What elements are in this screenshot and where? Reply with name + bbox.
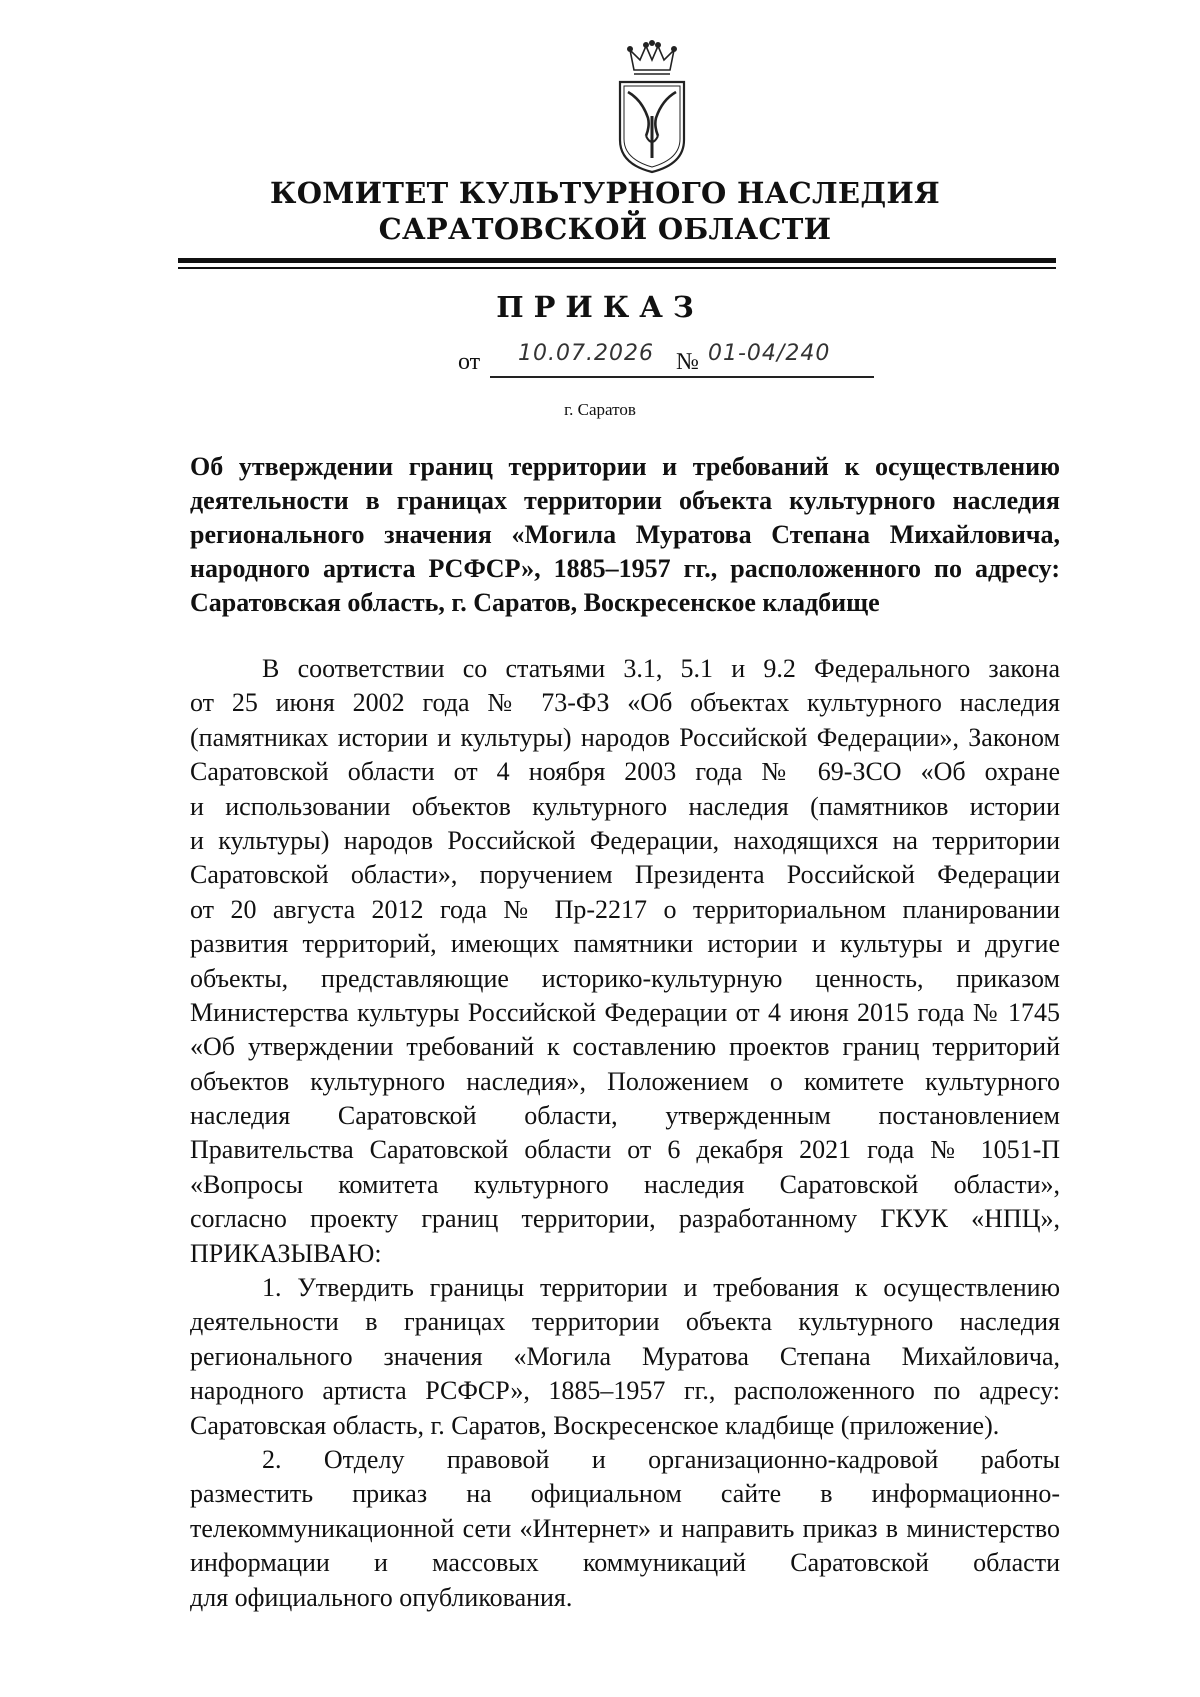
body-line: 1. Утвердить границы территории и требования к осуществлению (262, 1273, 1060, 1303)
body-line: Министерства культуры Российской Федерации от 4 июня 2015 года № 1745 (190, 997, 1060, 1027)
title-line: Об утверждении границ территории и требований к осуществлению (190, 452, 1060, 481)
body-line: наследия Саратовской области, утвержденным постановлением (190, 1101, 1060, 1131)
document-title (190, 450, 1060, 620)
body-line: Саратовская область, г. Саратов, Воскресенское кладбище (приложение). (190, 1410, 1000, 1440)
body-line: ПРИКАЗЫВАЮ: (190, 1238, 382, 1268)
body-line: от 20 августа 2012 года № Пр-2217 о территориальном планировании (190, 894, 1060, 924)
body-line: разместить приказ на официальном сайте в информационно- (190, 1479, 1060, 1509)
title-line: деятельности в границах территории объекта культурного наследия (190, 486, 1060, 515)
header-divider-thick (178, 258, 1056, 263)
body-line: Правительства Саратовской области от 6 декабря 2021 года № 1051-П (190, 1135, 1060, 1165)
city-name: г. Саратов (564, 400, 636, 419)
date-underline (490, 376, 740, 378)
body-line: для официального опубликования. (190, 1582, 573, 1612)
body-line: Саратовской области от 4 ноября 2003 года № 69-ЗСО «Об охране (190, 757, 1060, 787)
coat-of-arms-icon (612, 40, 692, 175)
body-line: объектов культурного наследия», Положением о комитете культурного (190, 1066, 1060, 1096)
body-line: информации и массовых коммуникаций Саратовской области (190, 1548, 1060, 1578)
body-line: объекты, представляющие историко-культурную ценность, приказом (190, 963, 1060, 993)
body-line: 2. Отделу правовой и организационно-кадровой работы (262, 1444, 1060, 1474)
number-label: № (676, 349, 699, 375)
body-line: «Об утверждении требований к составлению проектов границ территорий (190, 1032, 1060, 1062)
body-line: Саратовской области», поручением Президента Российской Федерации (190, 860, 1060, 890)
date-value: 10.07.2026 (518, 341, 654, 366)
org-name-line-2: САРАТОВСКОЙ ОБЛАСТИ (378, 212, 832, 246)
date-label: от (458, 349, 481, 375)
body-line: В соответствии со статьями 3.1, 5.1 и 9.2 Федерального закона (262, 654, 1060, 683)
number-value: 01-04/240 (708, 341, 831, 366)
body-line: «Вопросы комитета культурного наследия Саратовской области», (190, 1169, 1060, 1199)
body-line: народного артиста РСФСР», 1885–1957 гг., расположенного по адресу: (190, 1376, 1060, 1406)
org-name-line-1: КОМИТЕТ КУЛЬТУРНОГО НАСЛЕДИЯ (270, 176, 940, 210)
body-line: и использовании объектов культурного наследия (памятников истории (190, 791, 1060, 821)
body-line: и культуры) народов Российской Федерации, находящихся на территории (190, 825, 1060, 855)
body-line: телекоммуникационной сети «Интернет» и направить приказ в министерство (190, 1513, 1060, 1543)
body-line: от 25 июня 2002 года № 73-ФЗ «Об объектах культурного наследия (190, 688, 1060, 718)
number-underline (704, 376, 874, 378)
body-line: (памятниках истории и культуры) народов Российской Федерации», Законом (190, 722, 1060, 752)
body-line: развития территорий, имеющих памятники истории и культуры и другие (190, 929, 1060, 959)
body-line: согласно проекту границ территории, разработанному ГКУК «НПЦ», (190, 1204, 1060, 1234)
body-line: деятельности в границах территории объекта культурного наследия (190, 1307, 1060, 1337)
header-divider-thin (178, 267, 1056, 269)
document-type: ПРИКАЗ (496, 290, 704, 324)
title-line: народного артиста РСФСР», 1885–1957 гг., расположенного по адресу: (190, 554, 1060, 583)
body-line: регионального значения «Могила Муратова Степана Михайловича, (190, 1341, 1060, 1371)
title-line: регионального значения «Могила Муратова Степана Михайловича, (190, 520, 1060, 549)
document-body (190, 652, 1060, 1615)
title-line: Саратовская область, г. Саратов, Воскресенское кладбище (190, 588, 880, 617)
